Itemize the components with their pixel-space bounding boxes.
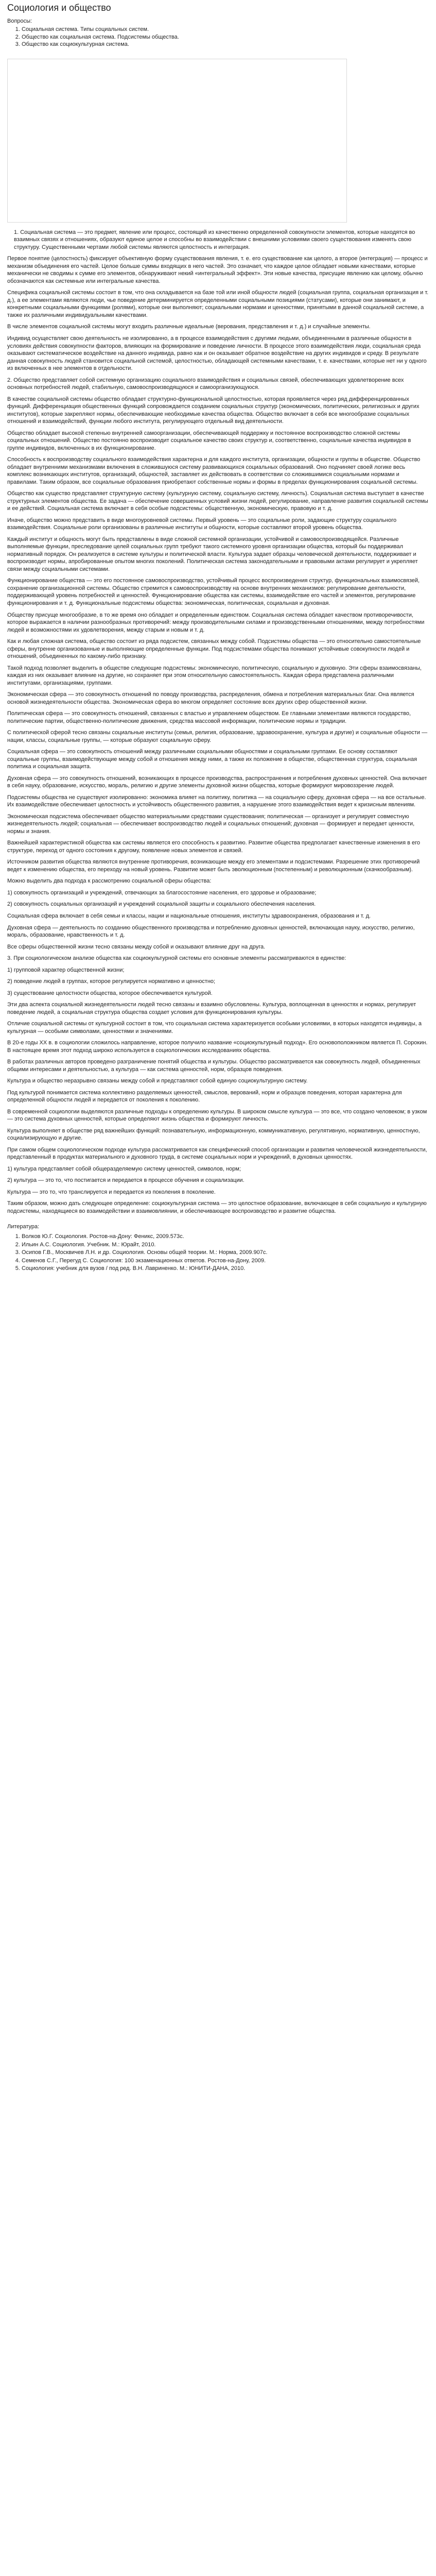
- paragraph: Культура выполняет в обществе ряд важнейших функций: познавательную, информационную, коммуникативную, регулятивную, нормативную, ценностную, социализирующую и другие.: [7, 1127, 420, 1142]
- list-item: 1. Социальная система. Типы социальных систем.: [22, 26, 429, 33]
- paragraph: В качестве социальной системы общество обладает структурно-функциональной целостностью, которая проявляется через ряд дифференцированных функций. Дифференциация общественных функций сопровождается созданием социальных структур (экономических, политических, религиозных и других институтов), которые закрепляют нормы, обеспечивающие необходимые качества общества. Общество включает в себя все многообразие социальных отношений и взаимодействий, функции любого института, регулирующего отдельный вид деятельности.: [7, 396, 420, 425]
- document: [0, 0, 436, 1273]
- paragraph: В работах различных авторов проведено разграничение понятий общества и культуры. Общество рассматривается как совокупность людей, объединенных общими интересами и деятельностью, а культура — как система ценностей, норм, образцов поведения.: [7, 1059, 421, 1073]
- paragraph: В современной социологии выделяются различные подходы к определению культуры. В широком смысле культура — это все, что создано человеком; в узком — это система духовных ценностей, которые определяют жизнь общества и формируют личность.: [7, 1108, 427, 1123]
- paragraph: Экономическая подсистема обеспечивает общество материальными средствами существования; политическая — организует и регулирует совместную жизнедеятельность людей; социальная — обеспечивает воспроизводство людей и социальных отношений; духовная — формирует и передает ценности, нормы и знания.: [7, 813, 415, 835]
- literature-item: 4. Семенов С.Г., Перегуд С. Социология: 100 экзаменационных ответов. Ростов-на-Дону, 2009.: [22, 1257, 429, 1265]
- paragraph: Духовная сфера — это совокупность отношений, возникающих в процессе производства, распространения и потребления духовных ценностей. Она включает в себя науку, образование, искусство, мораль, религию и другие элементы духовной жизни общества, которые формируют мировоззрение людей.: [7, 775, 427, 789]
- paragraph: Отличие социальной системы от культурной состоит в том, что социальная система характеризуется особыми условиями, в которых находятся индивиды, а культурная — особыми символами, ценностями и значениями.: [7, 1021, 422, 1035]
- paragraph: В 20-е годы XX в. в социологии сложилось направление, которое получило название «социокультурный подход». Его основоположником является П. Сорокин. В настоящее время этот подход широко используется в социологических исследованиях общества.: [7, 1040, 428, 1054]
- paragraph: Способность к воспроизводству социального взаимодействия характерна и для каждого института, организации, общности и группы в обществе. Общество обладает внутренними механизмами включения в сложившуюся систему развивающихся социальных образований. Оно подчиняет своей логике весь комплекс возникающих институтов, организаций, общностей, заставляет их действовать в соответствии со сложившимися социальными нормами и правилами. Таким образом, все социальные образования приобретают собственные нормы и формы в пределах функционирования социальной системы.: [7, 456, 421, 485]
- paragraph: 1. Социальная система — это предмет, явление или процесс, состоящий из качественно определенной совокупности элементов, которые находятся во взаимных связях и отношениях, образуют единое целое и способны во взаимодействии с внешними условиями своего существования изменять свою структуру. Существенными чертами любой системы являются целостность и интеграция.: [14, 229, 415, 250]
- literature-item: 3. Осипов Г.В., Москвичев Л.Н. и др. Социология. Основы общей теории. М.: Норма, 2009.907с.: [22, 1249, 429, 1257]
- paragraph: Как и любая сложная система, общество состоит из ряда подсистем, связанных между собой. Подсистемы общества — это относительно самостоятельные сферы, внутренне организованные и выполняющие определенные функции. Под подсистемами общества понимают устойчивые совокупности людей и отношений, объединенных по какому-либо признаку.: [7, 638, 421, 660]
- paragraph: 2) поведение людей в группах, которое регулируется нормативно и ценностно;: [7, 978, 216, 985]
- paragraph: Культура — это то, что транслируется и передается из поколения в поколение.: [7, 1189, 216, 1195]
- paragraph: С политической сферой тесно связаны социальные институты (семья, религия, образование, здравоохранение, культура и другие) и социальные общности — нации, классы, социальные группы, — которые образуют социальную сферу.: [7, 730, 428, 743]
- paragraph: Общество обладает высокой степенью внутренней самоорганизации, обеспечивающей поддержку и постоянное воспроизводство сложной системы социальных отношений. Общество постоянно воспроизводит социальное качество своих структур и, соответственно, социальные качества индивидов в группе индивидов, включенных в их функционирование.: [7, 430, 411, 451]
- paragraph: Социальная сфера включает в себя семьи и классы, нации и национальные отношения, институты здравоохранения, образования и т. д.: [7, 913, 371, 919]
- paragraph: Такой подход позволяет выделить в обществе следующие подсистемы: экономическую, политическую, социальную и духовную. Эти сферы взаимосвязаны, каждая из них оказывает влияние на другие, но сохраняет при этом относительную самостоятельность. Каждая сфера представлена различными институтами, организациями, группами.: [7, 665, 422, 686]
- paragraph: Все сферы общественной жизни тесно связаны между собой и оказывают влияние друг на друга.: [7, 943, 266, 950]
- paragraph: 1) групповой характер общественной жизни;: [7, 967, 125, 973]
- questions-heading: Вопросы:: [7, 18, 32, 24]
- list-item: 3. Общество как социокультурная система.: [22, 41, 429, 48]
- literature-item: 5. Социология: учебник для вузов / под ред. В.Н. Лавриненко. М.: ЮНИТИ-ДАНА, 2010.: [22, 1265, 429, 1273]
- literature-item: 2. Ильин А.С. Социология. Учебник. М.: Юрайт, 2010.: [22, 1241, 429, 1249]
- paragraph: Каждый институт и общность могут быть представлены в виде сложной системной организации, устойчивой и самовоспроизводящейся. Различные выполняемые функции, преследование целей социальных групп требуют такого системного уровня организации общества, который бы поддерживал нормативный порядок. Он реализуется в системе культуры и политической власти. Культура задает образцы человеческой деятельности, поддерживает и воспроизводит нормы, апробированные опытом многих поколений. Политическая система законодательными и правовыми актами регулирует и укрепляет связи между социальными системами.: [7, 536, 418, 572]
- paragraph: 2) совокупность социальных организаций и учреждений социальной защиты и социального обеспечения населения.: [7, 901, 316, 908]
- list-item: 2. Общество как социальная система. Подсистемы общества.: [22, 33, 429, 41]
- paragraph: Функционирование общества — это его постоянное самовоспроизводство, устойчивый процесс воспроизведения структур, функциональных взаимосвязей, сохранение организационной системы. Общество стремится к самовоспроизводству на основе внутренних механизмов: регулирование деятельности, поддерживающей уровень потребностей и ценностей. Функционирование общества как системы, взаимодействие его частей и элементов, регулирование функционирования и т. д. Функциональные подсистемы общества: экономическая, политическая, социальная и духовная.: [7, 578, 420, 606]
- paragraph: Духовная сфера — деятельность по созданию общественного производства и потреблению духовных ценностей, включающая науку, искусство, религию, мораль, образование, нравственность и т. д.: [7, 924, 415, 939]
- body-text: [7, 255, 429, 1215]
- paragraph: Первое понятие (целостность) фиксирует объективную форму существования явления, т. е. его существование как целого, а второе (интеграция) — процесс и механизм объединения его частей. Целое больше суммы входящих в него частей. Это означает, что каждое целое обладает новыми качествами, которые механически не сводимы к сумме его элементов, обнаруживают некий «интегральный эффект». Эти новые качества, присущие явлению как целому, обычно обозначаются как системные или интегральные качества.: [7, 256, 428, 284]
- paragraph: 1) совокупность организаций и учреждений, отвечающих за благосостояние населения, его здоровье и образование;: [7, 889, 317, 896]
- paragraph: Политическая сфера — это совокупность отношений, связанных с властью и управлением обществом. Ее главными элементами являются государство, политические партии, общественно-политические движения, средства массовой информации, политические нормы и традиции.: [7, 710, 411, 724]
- paragraph: Индивид осуществляет свою деятельность не изолированно, а в процессе взаимодействия с другими людьми, объединенными в различные общности в условиях действия совокупности факторов, влияющих на формирование и поведение личности. В процессе этого взаимодействия люди, социальная среда оказывают систематическое воздействие на данного индивида, равно как и он оказывает обратное воздействие на других индивидов и среду. В результате данная совокупность людей становится социальной системой, целостностью, обладающей системными качествами, т. е. качествами, которые нет ни у одного из включенных в нее элементов в отдельности.: [7, 335, 427, 372]
- paragraph: 2) культура — это то, что постигается и передается в процессе обучения и социализации.: [7, 1177, 245, 1184]
- paragraph: Общество как существо представляет структурную систему (культурную систему, социальную систему, личность). Социальная система выступает в качестве структурных элементов общества. Ее задача — обеспечение совершенных условий жизни людей, регулирование, направление развития социальной системы и ее действий. Социальная система включает в себя особые подсистемы: общественную, экономическую, правовую и т. д.: [7, 490, 428, 512]
- paragraph: Специфика социальной системы состоит в том, что она складывается на базе той или иной общности людей (социальная группа, социальная организация и т. д.), а ее элементами являются люди, чье поведение детерминируется определенными социальными позициями (статусами), которые они занимают, и конкретными социальными функциями (ролями), которые они выполняют; социальными нормами и ценностями, принятыми в данной социальной системе, а также их различными индивидуальными качествами.: [7, 290, 429, 318]
- paragraph: Важнейшей характеристикой общества как системы является его способность к развитию. Развитие общества предполагает качественные изменения в его структуре, переход от одного состояния к другому, появление новых элементов и связей.: [7, 840, 420, 854]
- paragraph: Таким образом, можно дать следующее определение: социокультурная система — это целостное образование, включающее в себя социальную и культурную подсистемы, находящиеся во взаимодействии и взаимовлиянии, и обеспечивающее воспроизводство и развитие общества.: [7, 1200, 427, 1214]
- page-title: Социология и общество: [7, 3, 111, 13]
- paragraph: Социальная сфера — это совокупность отношений между различными социальными общностями и социальными группами. Ее основу составляют социальные группы, взаимодействующие между собой и отношения между ними, а также их положение в обществе, общественная структура, социальная политика и социальная защита.: [7, 749, 417, 770]
- literature-heading: Литература:: [7, 1224, 40, 1230]
- paragraph: Иначе, общество можно представить в виде многоуровневой системы. Первый уровень — это социальные роли, задающие структуру социального взаимодействия. Социальные роли организованы в различные институты и общности, которые составляют второй уровень общества.: [7, 517, 397, 531]
- literature-list: [7, 1233, 429, 1273]
- paragraph: Под культурой понимается система коллективно разделяемых ценностей, смыслов, верований, норм и образцов поведения, которая характерна для определенной общности людей и передается от поколения к поколению.: [7, 1089, 402, 1104]
- paragraph: 2. Общество представляет собой системную организацию социального взаимодействия и социальных связей, обеспечивающих удовлетворение всех основных потребностей людей, стабильную, самовоспроизводящуюся и самоорганизующуюся.: [7, 377, 404, 391]
- questions-list: [7, 26, 429, 48]
- paragraph: 3) существование целостности общества, которое обеспечивается культурой.: [7, 990, 213, 996]
- paragraph: Можно выделить два подхода к рассмотрению социальной сферы общества:: [7, 878, 212, 885]
- literature-item: 1. Волков Ю.Г. Социология. Ростов-на-Дону: Феникс, 2009.573с.: [22, 1233, 429, 1241]
- paragraph: 3. При социологическом анализе общества как социокультурной системы его основные элементы рассматриваются в единстве:: [7, 955, 346, 962]
- content-frame: [7, 59, 347, 223]
- paragraph: В числе элементов социальной системы могут входить различные идеальные (верования, представления и т. д.) и случайные элементы.: [7, 324, 371, 330]
- answer-section: [7, 229, 429, 251]
- paragraph: Обществу присуще многообразие, в то же время оно обладает и определенным единством. Социальная система обладает качеством противоречивости, которое выражается в наличии разнообразных противоречий: между производительными силами и производственными отношениями, между потребностями людей и возможностями их удовлетворения, между старым и новым и т. д.: [7, 612, 425, 633]
- paragraph: При самом общем социологическом подходе культура рассматривается как специфический способ организации и развития человеческой жизнедеятельности, представленный в продуктах материального и духовного труда, в системе социальных норм и учреждений, в духовных ценностях.: [7, 1146, 427, 1161]
- paragraph: Экономическая сфера — это совокупность отношений по поводу производства, распределения, обмена и потребления материальных благ. Она является основой жизнедеятельности общества. Экономическая сфера во многом определяет состояние всех других сфер общественной жизни.: [7, 691, 414, 705]
- paragraph: Культура и общество неразрывно связаны между собой и представляют собой единую социокультурную систему.: [7, 1078, 308, 1084]
- paragraph: Подсистемы общества не существуют изолированно: экономика влияет на политику, политика — на социальную сферу, духовная сфера — на все остальные. Их взаимодействие обеспечивает целостность и устойчивость общественного развития, а нарушение этого взаимодействия ведет к кризисным явлениям.: [7, 794, 426, 808]
- paragraph: 1) культура представляет собой общеразделяемую систему ценностей, символов, норм;: [7, 1165, 241, 1172]
- paragraph: Источником развития общества являются внутренние противоречия, возникающие между его элементами и подсистемами. Разрешение этих противоречий ведет к изменению общества, его переходу на новый уровень. Развитие может быть эволюционным (постепенным) и революционным (скачкообразным).: [7, 859, 420, 873]
- paragraph: Эти два аспекта социальной жизнедеятельности людей тесно связаны и взаимно обусловлены. Культура, воплощенная в ценностях и нормах, регулирует поведение людей, а социальная структура общества создает условия для функционирования культуры.: [7, 1002, 416, 1015]
